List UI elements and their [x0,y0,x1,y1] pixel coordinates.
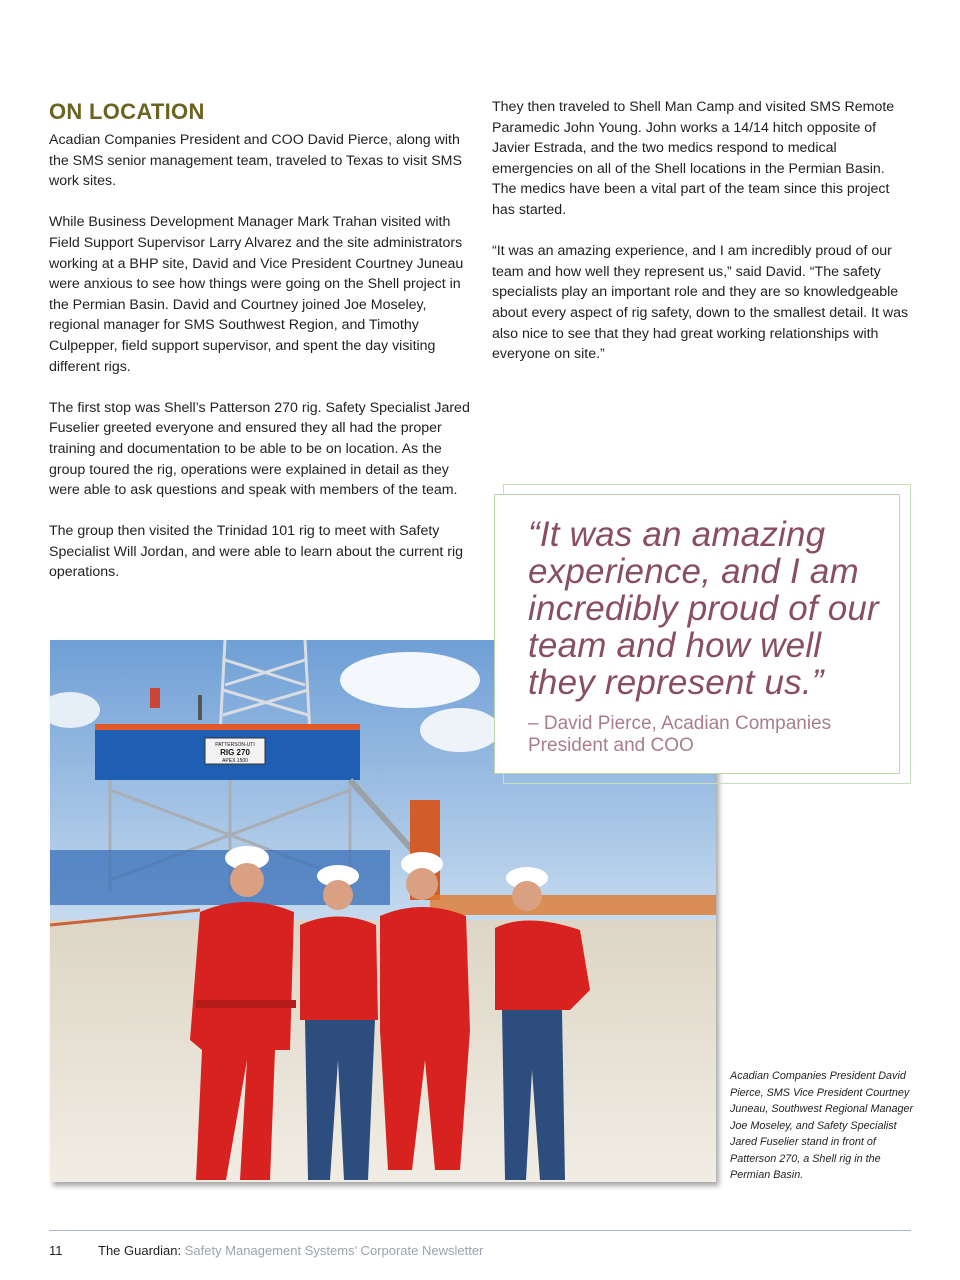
cloud [340,652,480,708]
paragraph: Acadian Companies President and COO David Pierce, along with the SMS senior management team, traveled to Texas to visit SMS work sites. [49,132,462,190]
rig-sign-line: APEX 1500 [222,758,248,764]
publication-name: The Guardian: [98,1243,182,1258]
footer-publication [98,1243,483,1258]
flag [150,688,160,708]
paragraph: “It was an amazing experience, and I am incredibly proud of our team and how well they represent us,” said David. “The safety specialists play an important role and they are so knowledgeable about every aspect of rig safety, down to the smallest detail. It was also nice to see that they had great working relationships with everyone on site.” [492,243,909,363]
footer-divider [49,1230,911,1231]
pull-quote-attribution: – David Pierce, Acadian Companies President and COO [528,713,832,756]
rig-sign-line: RIG 270 [220,748,250,757]
rig-railing [95,724,360,730]
flag-pole [198,695,202,720]
article-left-column [49,130,474,604]
pull-quote-text: “It was an amazing experience, and I am incredibly proud of our team and how well they represent us.” [528,515,879,702]
article-right-column [492,97,910,385]
paragraph: The group then visited the Trinidad 101 rig to meet with Safety Specialist Will Jordan, and were able to learn about the current rig operations. [49,523,464,581]
paragraph: They then traveled to Shell Man Camp and visited SMS Remote Paramedic John Young. John works a 14/14 hitch opposite of Javier Estrada, and the two medics respond to medical emergencies on all of the Shell locations in the Permian Basin. The medics have been a vital part of the team since this project has started. [492,99,895,218]
publication-subtitle: Safety Management Systems’ Corporate Newsletter [184,1243,484,1258]
fence [430,895,716,915]
page-number: 11 [49,1243,63,1258]
cloud [420,708,500,752]
rig-sign-line: PATTERSON-UTI [215,742,255,748]
paragraph: The first stop was Shell’s Patterson 270 rig. Safety Specialist Jared Fuselier greeted everyone and ensured they all had the proper training and documentation to be able to be on location. As the group toured the rig, operations were explained in detail as they were able to ask questions and speak with members of the team. [49,399,470,499]
paragraph: While Business Development Manager Mark Trahan visited with Field Support Supervisor Larry Alvarez and the site administrators working at a BHP site, David and Vice President Courtney Juneau were anxious to see how things were going on the Shell project in the Permian Basin. David and Courtney joined Joe Moseley, regional manager for SMS Southwest Region, and Timothy Culpepper, field support supervisor, and spent the day visiting different rigs. [49,214,464,375]
photo-caption: Acadian Companies President David Pierce, SMS Vice President Courtney Juneau, Southwest Regional Manager Joe Moseley, and Safety Specialist Jared Fuselier stand in front of Patterson 270, a Shell rig in the Permian Basin. [730,1070,914,1181]
article-heading: ON LOCATION [49,99,205,124]
